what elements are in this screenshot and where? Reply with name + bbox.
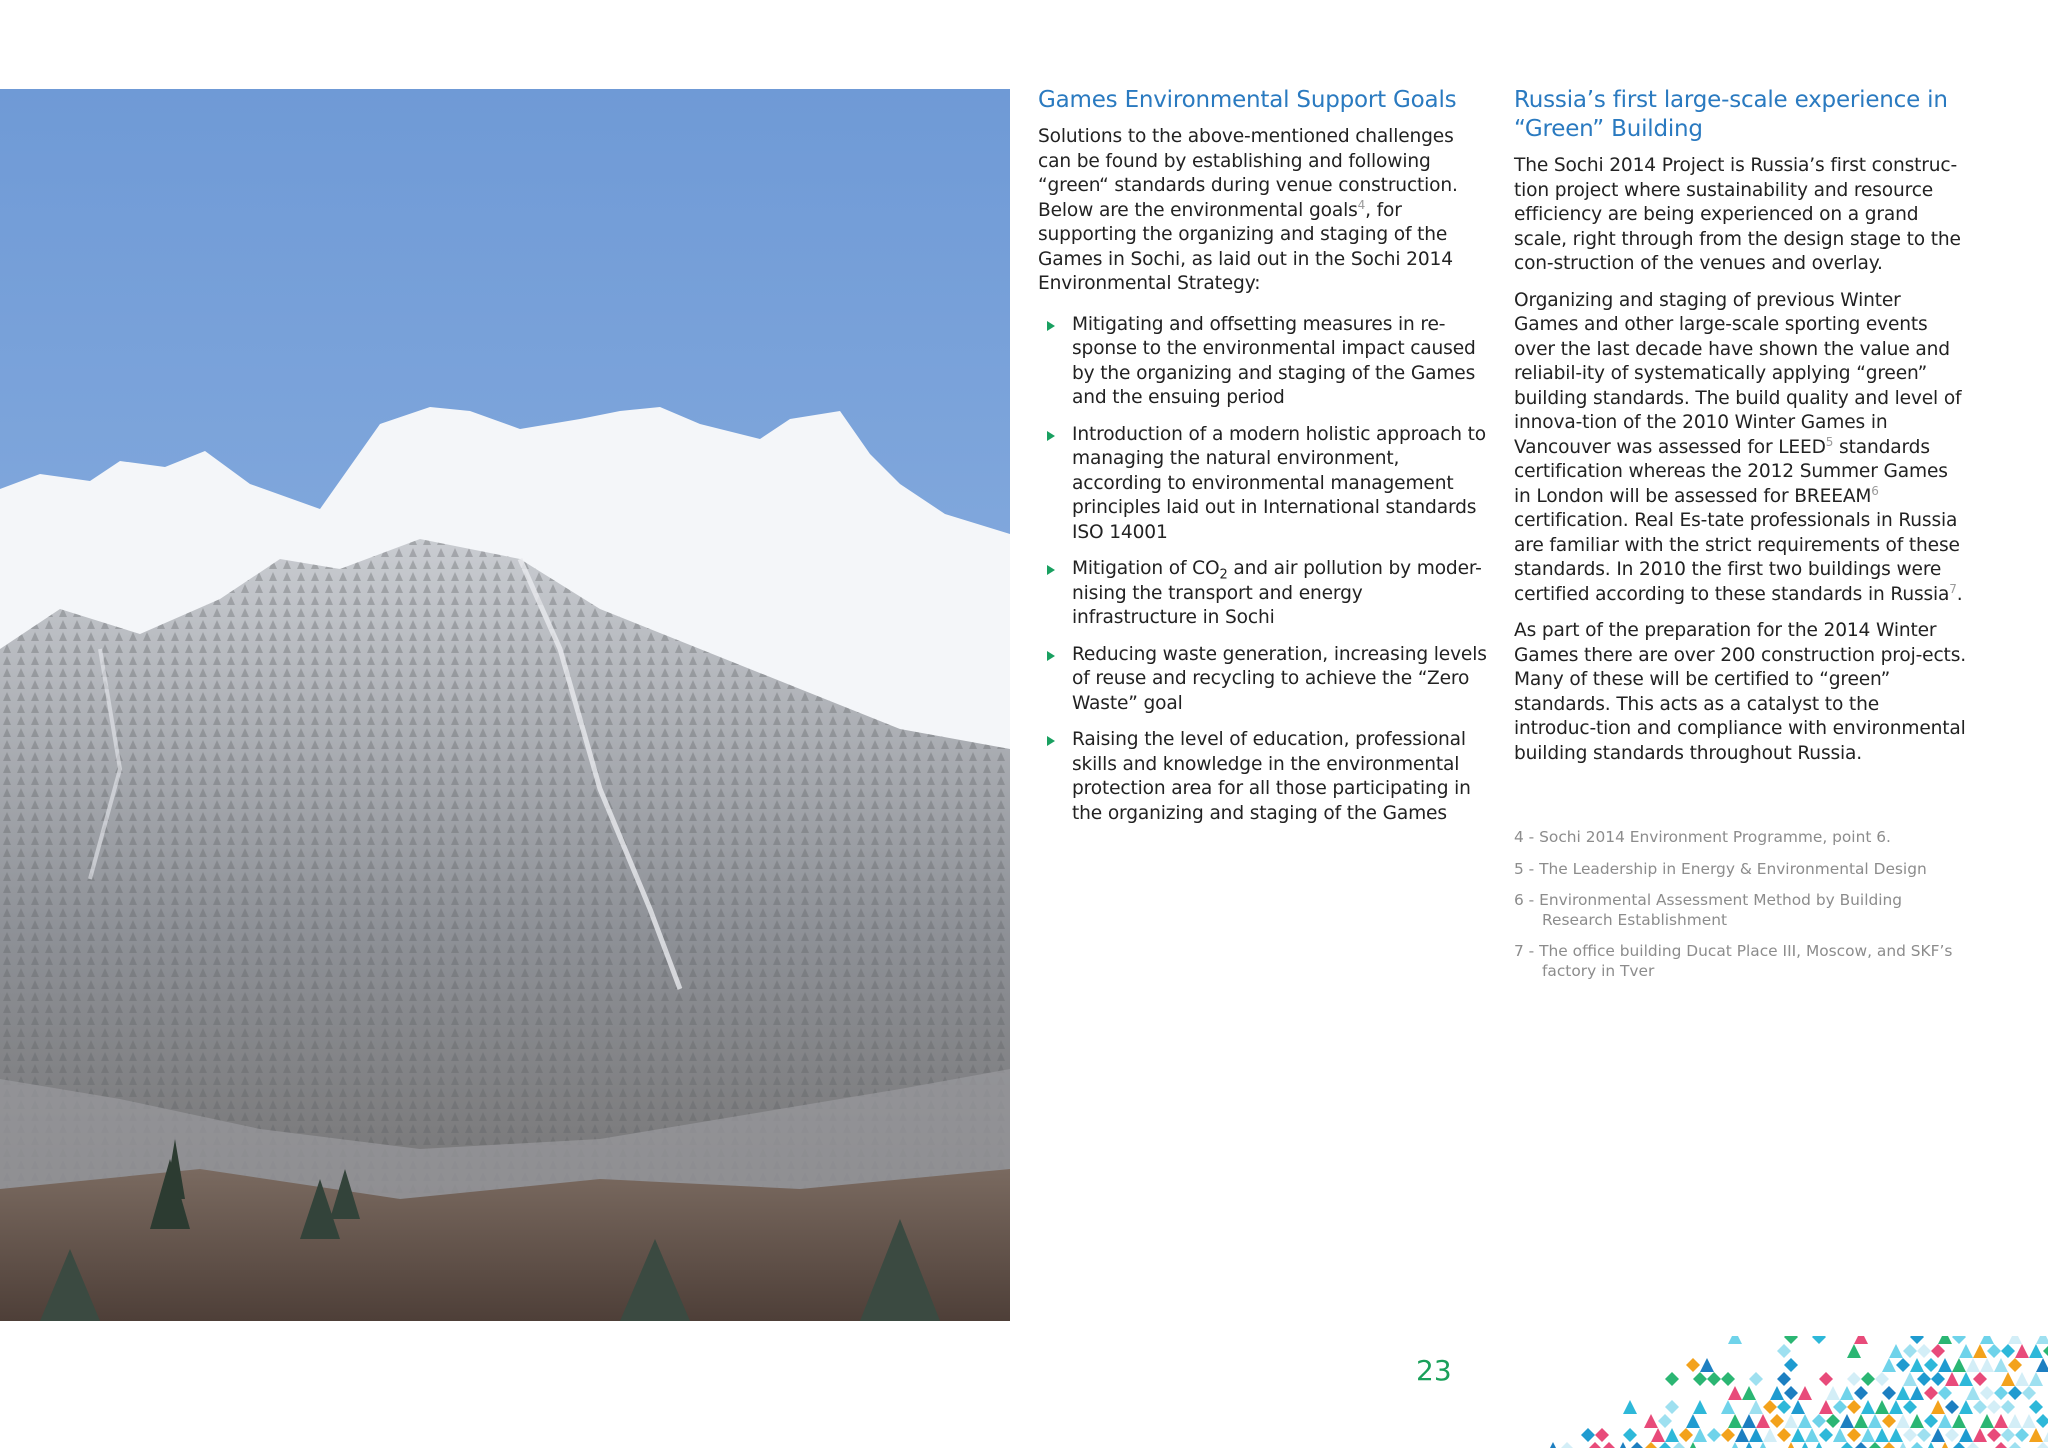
- pattern-tile: [1847, 1428, 1861, 1442]
- pattern-tile: [1833, 1400, 1847, 1414]
- pattern-tile: [2022, 1386, 2036, 1400]
- triangle-bullet-icon: [1047, 565, 1055, 575]
- pattern-tile: [1861, 1428, 1875, 1442]
- pattern-tile: [1819, 1428, 1833, 1442]
- pattern-tile: [2001, 1344, 2015, 1358]
- page-number: 23: [1416, 1354, 1452, 1387]
- pattern-tile: [1693, 1400, 1707, 1414]
- pattern-tile: [1742, 1386, 1756, 1400]
- pattern-tile: [1987, 1428, 2001, 1442]
- pattern-tile: [1994, 1414, 2008, 1428]
- pattern-tile: [1560, 1442, 1574, 1448]
- pattern-tile: [1924, 1358, 1938, 1372]
- pattern-tile: [1896, 1414, 1910, 1428]
- pattern-tile: [1994, 1442, 2008, 1448]
- pattern-tile: [1672, 1442, 1686, 1448]
- pattern-tile: [1945, 1372, 1959, 1386]
- pattern-tile: [1987, 1344, 2001, 1358]
- pattern-tile: [1875, 1400, 1889, 1414]
- list-item: Mitigating and offsetting measures in re-sponse to the environmental impact caused by the organizing and staging of the Games and the ensuing period: [1038, 313, 1490, 411]
- pattern-tile: [1728, 1386, 1742, 1400]
- pattern-tile: [1672, 1414, 1686, 1428]
- pattern-tile: [1812, 1442, 1826, 1448]
- pattern-tile: [1882, 1442, 1896, 1448]
- footnote-7: 7 - The office building Ducat Place III, Moscow, and SKF’s factory in Tver: [1514, 942, 1953, 980]
- pattern-tile: [1854, 1442, 1868, 1448]
- pattern-tile: [1679, 1428, 1693, 1442]
- pattern-tile: [1910, 1386, 1924, 1400]
- pattern-tile: [1896, 1386, 1910, 1400]
- pattern-tile: [1791, 1428, 1805, 1442]
- pattern-tile: [1938, 1336, 1952, 1344]
- pattern-tile: [1651, 1428, 1665, 1442]
- pattern-tile: [1882, 1414, 1896, 1428]
- footnote-ref[interactable]: 7: [1949, 581, 1957, 596]
- pattern-tile: [1931, 1400, 1945, 1414]
- pattern-tile: [1994, 1358, 2008, 1372]
- pattern-tile: [1812, 1336, 1826, 1344]
- footnotes: [1514, 828, 1974, 993]
- pattern-tile: [1700, 1442, 1714, 1448]
- pattern-tile: [1987, 1400, 2001, 1414]
- pattern-tile: [1721, 1428, 1735, 1442]
- left-column: [1038, 86, 1490, 838]
- pattern-tile: [1924, 1386, 1938, 1400]
- pattern-tile: [1826, 1386, 1840, 1400]
- green-building-para-3: As part of the preparation for the 2014 Winter Games there are over 200 construction proj-ects. Many of these will be certified to “green” standards. This acts as a catalyst to the introduc-tion and compliance with environmental building standards throughout Russia.: [1514, 620, 1966, 764]
- mountain-photo: [0, 89, 1010, 1321]
- pattern-tile: [2043, 1372, 2048, 1386]
- pattern-tile: [1749, 1428, 1763, 1442]
- footnote-6: 6 - Environmental Assessment Method by Building Research Establishment: [1514, 891, 1903, 929]
- pattern-tile: [1686, 1414, 1700, 1428]
- triangle-bullet-icon: [1047, 431, 1055, 441]
- pattern-tile: [1770, 1386, 1784, 1400]
- pattern-tile: [1973, 1344, 1987, 1358]
- pattern-tile: [1581, 1428, 1595, 1442]
- pattern-tile: [2036, 1336, 2048, 1344]
- pattern-tile: [1868, 1414, 1882, 1428]
- green-building-para-2: Organizing and staging of previous Winter Games and other large-scale sporting events over the last decade have shown the value and reliabil-ity of systematically applying “green” building standards. The build quality and level of innova-tion of the 2010 Winter Games in Vancouver was assessed for LEED$^5$ standards certification whereas the 2012 Summer Games in London will be assessed for BREEAM$^6$ certification. Real Es-tate professionals in Russia are familiar with the strict requirements of these standards. In 2010 the first two buildings were certified according to these standards in Russia$^7$.: [1514, 289, 1963, 605]
- pattern-tile: [1910, 1442, 1924, 1448]
- footnote-4: 4 - Sochi 2014 Environment Programme, point 6.: [1514, 828, 1891, 846]
- pattern-tile: [1742, 1442, 1756, 1448]
- pattern-tile: [1875, 1372, 1889, 1386]
- pattern-tile: [1833, 1372, 1847, 1386]
- pattern-tile: [1903, 1344, 1917, 1358]
- section-heading-green-building: Russia’s first large-scale experience in “Green” Building: [1514, 87, 1948, 142]
- pattern-tile: [1763, 1428, 1777, 1442]
- pattern-tile: [2043, 1344, 2048, 1358]
- pattern-tile: [1938, 1414, 1952, 1428]
- pattern-tile: [1910, 1414, 1924, 1428]
- pattern-tile: [1959, 1344, 1973, 1358]
- pattern-tile: [1819, 1400, 1833, 1414]
- pattern-tile: [2008, 1442, 2022, 1448]
- pattern-tile: [1889, 1372, 1903, 1386]
- pattern-tile: [1889, 1344, 1903, 1358]
- pattern-tile: [1700, 1414, 1714, 1428]
- pattern-tile: [1798, 1386, 1812, 1400]
- pattern-tile: [1973, 1372, 1987, 1386]
- pattern-tile: [2008, 1386, 2022, 1400]
- pattern-tile: [1574, 1442, 1588, 1448]
- pattern-tile: [1952, 1414, 1966, 1428]
- pattern-tile: [1854, 1414, 1868, 1428]
- pattern-tile: [1959, 1400, 1973, 1414]
- triangle-bullet-icon: [1047, 321, 1055, 331]
- sochi-patchwork-pattern-icon: [1490, 1336, 2048, 1448]
- section-heading-goals: Games Environmental Support Goals: [1038, 87, 1457, 113]
- pattern-tile: [2022, 1358, 2036, 1372]
- pattern-tile: [1952, 1336, 1966, 1344]
- pattern-tile: [1686, 1442, 1700, 1448]
- pattern-tile: [1784, 1414, 1798, 1428]
- pattern-tile: [1910, 1336, 1924, 1344]
- pattern-tile: [1987, 1372, 2001, 1386]
- pattern-tile: [1623, 1400, 1637, 1414]
- pattern-tile: [1665, 1372, 1679, 1386]
- pattern-tile: [1805, 1428, 1819, 1442]
- pattern-tile: [2029, 1428, 2043, 1442]
- footnote-ref[interactable]: 4: [1357, 197, 1366, 212]
- pattern-tile: [2029, 1372, 2043, 1386]
- pattern-tile: [1665, 1428, 1679, 1442]
- pattern-tile: [1980, 1442, 1994, 1448]
- pattern-tile: [1840, 1386, 1854, 1400]
- pattern-tile: [1826, 1442, 1840, 1448]
- pattern-tile: [1644, 1414, 1658, 1428]
- pattern-tile: [1882, 1358, 1896, 1372]
- pattern-tile: [1623, 1428, 1637, 1442]
- pattern-tile: [1924, 1414, 1938, 1428]
- pattern-tile: [2015, 1372, 2029, 1386]
- pattern-tile: [1854, 1336, 1868, 1344]
- pattern-tile: [1938, 1358, 1952, 1372]
- pattern-tile: [1595, 1428, 1609, 1442]
- pattern-tile: [2036, 1386, 2048, 1400]
- pattern-tile: [1728, 1414, 1742, 1428]
- pattern-tile: [2036, 1358, 2048, 1372]
- pattern-tile: [1658, 1414, 1672, 1428]
- pattern-tile: [1756, 1386, 1770, 1400]
- pattern-tile: [2001, 1400, 2015, 1414]
- pattern-tile: [1847, 1344, 1861, 1358]
- pattern-tile: [1749, 1372, 1763, 1386]
- pattern-tile: [1784, 1386, 1798, 1400]
- snowy-mountain-photo-icon: [0, 89, 1010, 1321]
- pattern-tile: [1896, 1358, 1910, 1372]
- pattern-tile: [2022, 1414, 2036, 1428]
- pattern-tile: [1693, 1428, 1707, 1442]
- pattern-tile: [1770, 1414, 1784, 1428]
- pattern-tile: [1784, 1358, 1798, 1372]
- pattern-tile: [2036, 1414, 2048, 1428]
- pattern-tile: [1588, 1442, 1602, 1448]
- pattern-tile: [2029, 1344, 2043, 1358]
- triangle-bullet-icon: [1047, 736, 1055, 746]
- pattern-tile: [2008, 1414, 2022, 1428]
- pattern-tile: [1882, 1386, 1896, 1400]
- pattern-tile: [1644, 1442, 1658, 1448]
- pattern-tile: [1980, 1336, 1994, 1344]
- pattern-tile: [1924, 1442, 1938, 1448]
- pattern-tile: [1756, 1414, 1770, 1428]
- pattern-tile: [1756, 1442, 1770, 1448]
- pattern-tile: [1861, 1372, 1875, 1386]
- pattern-tile: [1966, 1414, 1980, 1428]
- pattern-tile: [1686, 1358, 1700, 1372]
- footnote-ref[interactable]: 6: [1871, 483, 1879, 498]
- pattern-tile: [1721, 1372, 1735, 1386]
- pattern-tile: [1875, 1428, 1889, 1442]
- pattern-tile: [1966, 1442, 1980, 1448]
- pattern-tile: [1903, 1372, 1917, 1386]
- pattern-tile: [1630, 1442, 1644, 1448]
- pattern-tile: [1763, 1400, 1777, 1414]
- pattern-tile: [1966, 1386, 1980, 1400]
- pattern-tile: [1693, 1372, 1707, 1386]
- pattern-tile: [1728, 1336, 1742, 1344]
- pattern-tile: [1973, 1400, 1987, 1414]
- pattern-tile: [1819, 1372, 1833, 1386]
- pattern-tile: [2022, 1442, 2036, 1448]
- footnote-5: 5 - The Leadership in Energy & Environmental Design: [1514, 859, 1927, 878]
- pattern-tile: [1994, 1386, 2008, 1400]
- pattern-tile: [1616, 1442, 1630, 1448]
- pattern-tile: [1938, 1386, 1952, 1400]
- pattern-tile: [2015, 1428, 2029, 1442]
- pattern-tile: [1903, 1428, 1917, 1442]
- pattern-tile: [2015, 1344, 2029, 1358]
- pattern-tile: [1903, 1400, 1917, 1414]
- pattern-tile: [1931, 1344, 1945, 1358]
- decorative-pattern: [1490, 1336, 2048, 1448]
- pattern-tile: [1812, 1414, 1826, 1428]
- pattern-tile: [1917, 1428, 1931, 1442]
- pattern-tile: [1945, 1344, 1959, 1358]
- pattern-tile: [1861, 1400, 1875, 1414]
- pattern-tile: [2022, 1336, 2036, 1344]
- green-building-para-1: The Sochi 2014 Project is Russia’s first construc-tion project where sustainability and resource efficiency are being experienced on a grand scale, right through from the design stage to the con-struction of the venues and overlay.: [1514, 155, 1961, 274]
- pattern-tile: [1840, 1442, 1854, 1448]
- pattern-tile: [2036, 1442, 2048, 1448]
- pattern-tile: [1966, 1358, 1980, 1372]
- pattern-tile: [1791, 1400, 1805, 1414]
- pattern-tile: [1840, 1414, 1854, 1428]
- goals-intro: Solutions to the above-mentioned challenges can be found by establishing and following “green“ standards during venue construction. Below are the environmental goals$^4$, for supporting the organizing and staging of the Games in Sochi, as laid out in the Sochi 2014 Environmental Strategy:: [1038, 126, 1458, 294]
- pattern-tile: [1938, 1442, 1952, 1448]
- pattern-tile: [1994, 1336, 2008, 1344]
- pattern-tile: [1798, 1442, 1812, 1448]
- pattern-tile: [1714, 1442, 1728, 1448]
- pattern-tile: [1777, 1400, 1791, 1414]
- pattern-tile: [1665, 1400, 1679, 1414]
- pattern-tile: [1889, 1400, 1903, 1414]
- footnote-ref[interactable]: 5: [1825, 434, 1834, 449]
- pattern-tile: [1952, 1358, 1966, 1372]
- pattern-tile: [1567, 1428, 1581, 1442]
- pattern-tile: [1784, 1336, 1798, 1344]
- pattern-tile: [1959, 1428, 1973, 1442]
- pattern-tile: [1735, 1400, 1749, 1414]
- pattern-tile: [1854, 1386, 1868, 1400]
- pattern-tile: [1700, 1358, 1714, 1372]
- pattern-tile: [1973, 1428, 1987, 1442]
- pattern-tile: [1952, 1442, 1966, 1448]
- pattern-tile: [1980, 1386, 1994, 1400]
- pattern-tile: [1721, 1400, 1735, 1414]
- pattern-tile: [1770, 1442, 1784, 1448]
- list-item: Raising the level of education, professional skills and knowledge in the environmental protection area for all those participating in the organizing and staging of the Games: [1038, 728, 1490, 826]
- pattern-tile: [1952, 1386, 1966, 1400]
- pattern-tile: [2008, 1336, 2022, 1344]
- pattern-tile: [1777, 1372, 1791, 1386]
- pattern-tile: [1798, 1414, 1812, 1428]
- pattern-tile: [1980, 1358, 1994, 1372]
- pattern-tile: [1805, 1400, 1819, 1414]
- pattern-tile: [1917, 1344, 1931, 1358]
- pattern-tile: [1980, 1414, 1994, 1428]
- pattern-tile: [1833, 1428, 1847, 1442]
- list-item: Reducing waste generation, increasing levels of reuse and recycling to achieve the “Zero Waste” goal: [1038, 643, 1490, 717]
- pattern-tile: [1868, 1386, 1882, 1400]
- pattern-tile: [1728, 1442, 1742, 1448]
- pattern-tile: [1826, 1414, 1840, 1428]
- pattern-tile: [2043, 1428, 2048, 1442]
- pattern-tile: [1749, 1400, 1763, 1414]
- pattern-tile: [1917, 1372, 1931, 1386]
- list-item: Mitigation of $CO_2$ and air pollution by moder-nising the transport and energy infrastructure in Sochi: [1038, 557, 1490, 631]
- pattern-tile: [1707, 1400, 1721, 1414]
- pattern-tile: [2001, 1428, 2015, 1442]
- pattern-tile: [2029, 1400, 2043, 1414]
- pattern-tile: [1707, 1372, 1721, 1386]
- pattern-tile: [1945, 1428, 1959, 1442]
- pattern-tile: [1637, 1428, 1651, 1442]
- pattern-tile: [1812, 1386, 1826, 1400]
- pattern-tile: [1896, 1442, 1910, 1448]
- pattern-tile: [1609, 1428, 1623, 1442]
- pattern-tile: [1889, 1428, 1903, 1442]
- pattern-tile: [2043, 1400, 2048, 1414]
- pattern-tile: [1707, 1428, 1721, 1442]
- pattern-tile: [1959, 1372, 1973, 1386]
- pattern-tile: [1931, 1372, 1945, 1386]
- pattern-tile: [1602, 1442, 1616, 1448]
- pattern-tile: [1868, 1442, 1882, 1448]
- pattern-tile: [1735, 1428, 1749, 1442]
- pattern-tile: [1777, 1344, 1791, 1358]
- pattern-tile: [2008, 1358, 2022, 1372]
- list-item: Introduction of a modern holistic approach to managing the natural environment, according to environmental management principles laid out in International standards ISO 14001: [1038, 423, 1490, 546]
- pattern-tile: [1945, 1400, 1959, 1414]
- pattern-tile: [1847, 1400, 1861, 1414]
- pattern-tile: [1847, 1372, 1861, 1386]
- triangle-bullet-icon: [1047, 651, 1055, 661]
- right-column: [1514, 86, 1966, 778]
- goals-list: [1038, 313, 1490, 827]
- pattern-tile: [1777, 1428, 1791, 1442]
- pattern-tile: [1910, 1358, 1924, 1372]
- pattern-tile: [1931, 1428, 1945, 1442]
- pattern-tile: [1546, 1442, 1560, 1448]
- pattern-tile: [1658, 1442, 1672, 1448]
- pattern-tile: [2001, 1372, 2015, 1386]
- pattern-tile: [2015, 1400, 2029, 1414]
- pattern-tile: [1917, 1400, 1931, 1414]
- pattern-tile: [1714, 1414, 1728, 1428]
- pattern-tile: [1742, 1414, 1756, 1428]
- pattern-tile: [1784, 1442, 1798, 1448]
